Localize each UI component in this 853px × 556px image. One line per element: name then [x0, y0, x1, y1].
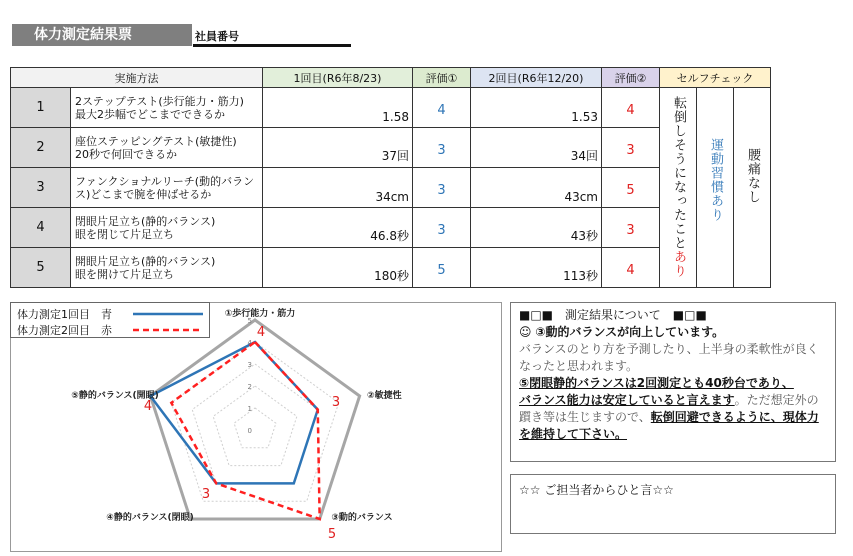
comment-line-4b: 。ただ想定外の躓き等は生じますので、 — [519, 393, 819, 424]
test-description — [71, 128, 263, 168]
round1-value: 1.58 — [263, 88, 413, 128]
round2-eval: 4 — [602, 88, 660, 128]
row-number: 3 — [11, 168, 71, 208]
header-round1: 1回目(R6年8/23) — [263, 68, 413, 88]
round2-eval: 4 — [602, 248, 660, 288]
round1-value: 37回 — [263, 128, 413, 168]
smile-icon: ☺ — [519, 325, 532, 339]
tick-label-2: 2 — [247, 383, 252, 391]
header-self-check: セルフチェック — [660, 68, 771, 88]
test-name: 2ステップテスト(歩行能力・筋力) — [75, 94, 244, 108]
value-label-3: 5 — [327, 527, 337, 542]
round1-value: 180秒 — [263, 248, 413, 288]
test-name: 座位ステッピングテスト(敏捷性) — [75, 134, 237, 148]
axis-label-3: ③動的バランス — [331, 513, 393, 523]
self-check-back-pain — [734, 88, 771, 288]
test-description — [71, 168, 263, 208]
self-check-exercise-text: 運動習慣あり — [708, 138, 723, 222]
value-label-4: 3 — [201, 487, 211, 502]
comment-line-4a: バランス能力は安定していると言えます — [519, 393, 735, 407]
round2-eval: 5 — [602, 168, 660, 208]
round1-eval: 4 — [413, 88, 471, 128]
comment-line-3: ⑤閉眼静的バランスは2回測定とも40秒台であり、 — [519, 376, 794, 390]
tick-label-0: 0 — [247, 427, 252, 435]
self-check-exercise — [697, 88, 734, 288]
table-row — [11, 208, 771, 248]
self-check-fall-text: 転倒しそうになったことあり — [671, 96, 686, 278]
self-check-back-pain-text: 腰痛なし — [745, 148, 760, 204]
round2-value: 43cm — [471, 168, 602, 208]
header-eval1: 評価① — [413, 68, 471, 88]
round2-value: 34回 — [471, 128, 602, 168]
grid-ring-1 — [234, 408, 276, 448]
round1-eval: 5 — [413, 248, 471, 288]
test-description — [71, 248, 263, 288]
row-number: 2 — [11, 128, 71, 168]
round2-value: 43秒 — [471, 208, 602, 248]
axis-label-4: ④静的バランス(閉眼) — [106, 513, 194, 523]
tick-label-4: 4 — [247, 339, 252, 347]
result-comment-box — [510, 302, 836, 462]
header-method: 実施方法 — [11, 68, 263, 88]
test-name: 開眼片足立ち(静的バランス) — [75, 254, 216, 268]
test-description — [71, 88, 263, 128]
test-detail: 20秒で何回できるか — [75, 147, 177, 161]
value-label-2: 3 — [331, 395, 341, 410]
radar-chart — [10, 302, 502, 552]
legend-first: 体力測定1回目 青 — [17, 308, 112, 321]
table-row — [11, 168, 771, 208]
row-number: 1 — [11, 88, 71, 128]
round2-eval: 3 — [602, 208, 660, 248]
row-number: 5 — [11, 248, 71, 288]
grid-ring-2 — [213, 386, 297, 466]
staff-comment-heading: ☆☆ ご担当者からひと言☆☆ — [519, 483, 674, 497]
tick-label-3: 3 — [247, 361, 252, 369]
table-row — [11, 88, 771, 128]
chart-legend — [10, 302, 210, 338]
row-number: 4 — [11, 208, 71, 248]
page-title: 体力測定結果票 — [12, 24, 192, 46]
tick-label-1: 1 — [247, 405, 252, 413]
employee-number-underline — [193, 44, 351, 47]
table-row — [11, 128, 771, 168]
axis-label-2: ②敏捷性 — [367, 391, 402, 401]
series-line-2 — [171, 342, 319, 519]
axis-label-5: ⑤静的バランス(開眼) — [71, 391, 159, 401]
test-description — [71, 208, 263, 248]
staff-comment-box — [510, 474, 836, 534]
results-table — [10, 67, 771, 288]
round1-eval: 3 — [413, 208, 471, 248]
round1-value: 46.8秒 — [263, 208, 413, 248]
value-label-5: 4 — [143, 399, 153, 414]
test-detail: 眼を閉じて片足立ち — [75, 227, 174, 241]
test-detail: 眼を開けて片足立ち — [75, 267, 174, 281]
round2-value: 1.53 — [471, 88, 602, 128]
value-label-1: 4 — [256, 325, 266, 340]
employee-number-label: 社員番号 — [195, 30, 239, 43]
header-eval2: 評価② — [602, 68, 660, 88]
round1-value: 34cm — [263, 168, 413, 208]
test-detail: ス)どこまで腕を伸ばせるか — [75, 187, 212, 201]
axis-label-1: ①歩行能力・筋力 — [224, 309, 296, 319]
self-check-fall — [660, 88, 697, 288]
comment-line-4c: 転倒回避できるように、現体力を維持して下さい。 — [519, 410, 819, 441]
round1-eval: 3 — [413, 128, 471, 168]
round2-value: 113秒 — [471, 248, 602, 288]
comment-line-2: バランスのとり方を予測したり、上半身の柔軟性が良くなったと思われます。 — [519, 342, 819, 373]
comment-heading: ■□■ 測定結果について ■□■ — [519, 308, 707, 322]
round1-eval: 3 — [413, 168, 471, 208]
round2-eval: 3 — [602, 128, 660, 168]
tick-label-5: 5 — [247, 317, 252, 325]
test-detail: 最大2歩幅でどこまでできるか — [75, 107, 225, 121]
test-name: ファンクショナルリーチ(動的バラン — [75, 174, 255, 188]
header-round2: 2回目(R6年12/20) — [471, 68, 602, 88]
table-row — [11, 248, 771, 288]
test-name: 閉眼片足立ち(静的バランス) — [75, 214, 216, 228]
legend-line-samples — [133, 305, 207, 337]
legend-second: 体力測定2回目 赤 — [17, 324, 112, 337]
comment-line-1: ③動的バランスが向上しています。 — [535, 325, 725, 339]
